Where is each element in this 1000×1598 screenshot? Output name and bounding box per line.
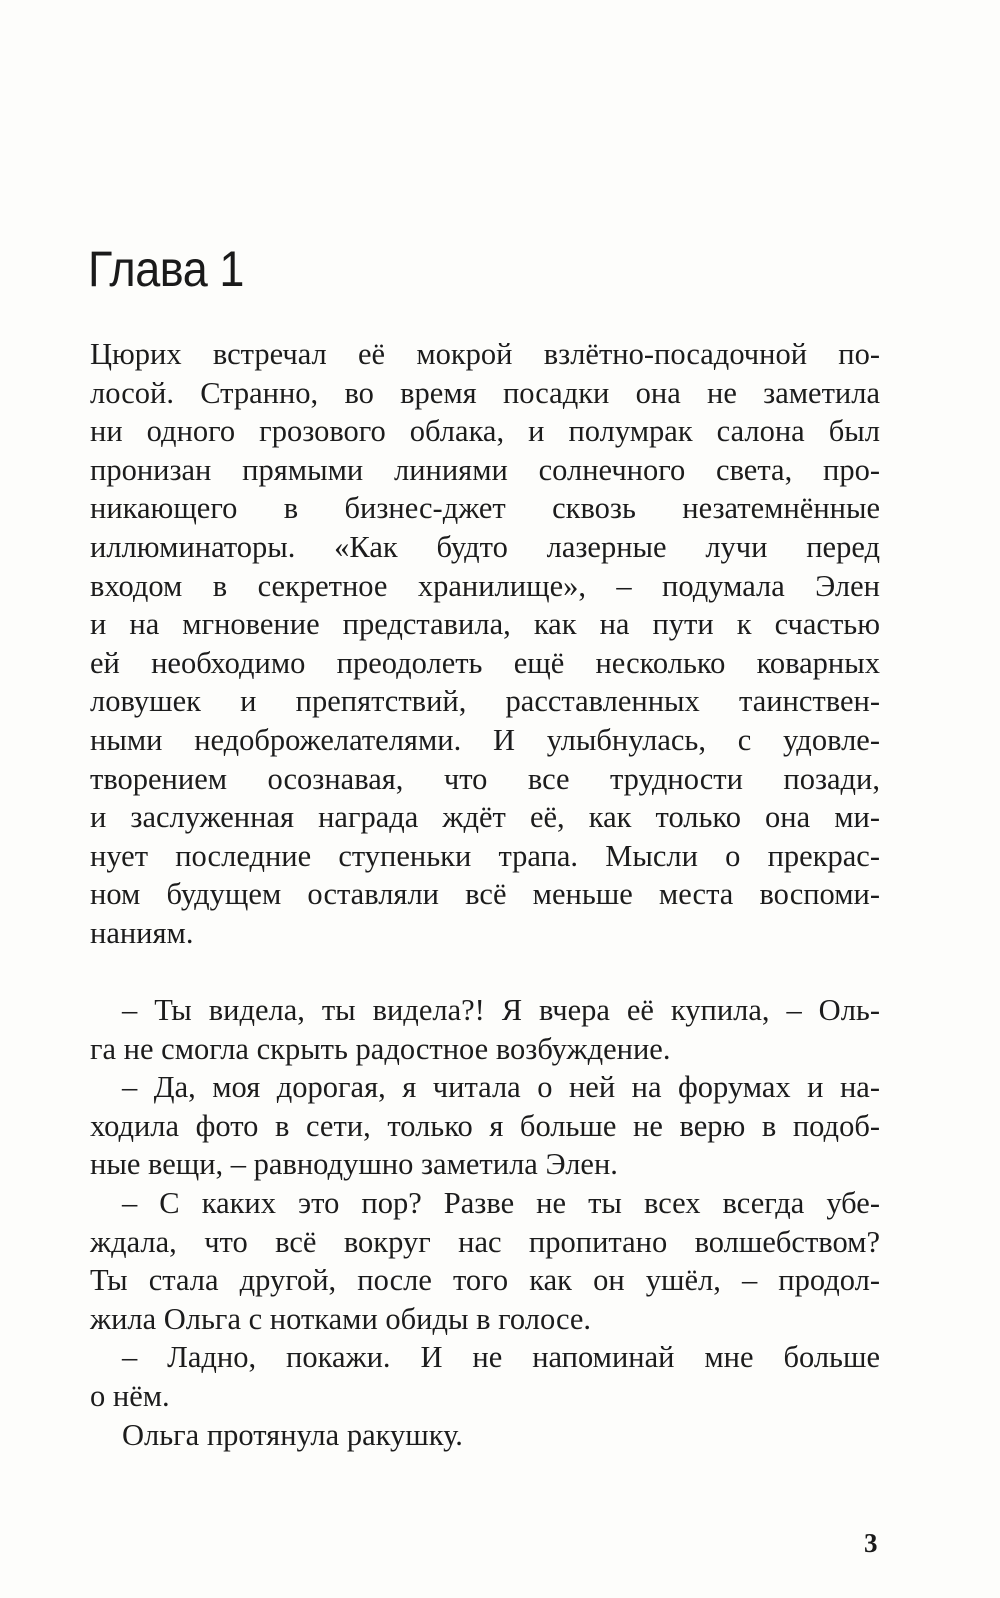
paragraph	[90, 991, 880, 1068]
text-line: га не смогла скрыть радостное возбуждение.	[90, 1031, 671, 1066]
paragraph	[90, 1184, 880, 1338]
text-line: Ты стала другой, после того как он ушёл, – продол-	[90, 1263, 880, 1298]
text-line: нует последние ступеньки трапа. Мысли о прекрас-	[90, 838, 880, 873]
body-text	[90, 335, 880, 1454]
text-line: ные вещи, – равнодушно заметила Элен.	[90, 1147, 618, 1182]
text-line: – Ты видела, ты видела?! Я вчера её купила, – Оль-	[122, 993, 880, 1028]
text-line: жила Ольга с нотками обиды в голосе.	[90, 1301, 592, 1336]
text-line: наниям.	[90, 915, 194, 950]
text-line: и заслуженная награда ждёт её, как только она ми-	[90, 800, 880, 835]
text-line: лосой. Странно, во время посадки она не заметила	[90, 375, 880, 410]
text-line: ловушек и препятствий, расставленных таинствен-	[90, 684, 880, 719]
page-number: 3	[864, 1528, 878, 1558]
paragraph	[90, 1068, 880, 1184]
text-line: входом в секретное хранилище», – подумала Элен	[90, 568, 880, 603]
text-line: о нём.	[90, 1379, 170, 1414]
text-line: ей необходимо преодолеть ещё несколько коварных	[90, 645, 880, 680]
text-line: никающего в бизнес-джет сквозь незатемнённые	[90, 491, 880, 526]
text-line: – Ладно, покажи. И не напоминай мне больше	[122, 1340, 880, 1375]
chapter-title: Глава 1	[88, 241, 244, 297]
text-line: ходила фото в сети, только я больше не верю в подоб-	[90, 1108, 880, 1143]
text-line: и на мгновение представила, как на пути к счастью	[90, 607, 880, 642]
text-line: ными недоброжелателями. И улыбнулась, с удовле-	[90, 722, 880, 757]
text-line: Ольга протянула ракушку.	[122, 1417, 463, 1452]
text-line: творением осознавая, что все трудности позади,	[90, 761, 880, 796]
text-line: – С каких это пор? Разве не ты всех всегда убе-	[122, 1186, 880, 1221]
text-line: – Да, моя дорогая, я читала о ней на форумах и на-	[122, 1070, 880, 1105]
paragraph-gap	[90, 953, 880, 992]
text-line: пронизан прямыми линиями солнечного света, про-	[90, 452, 880, 487]
text-line: ни одного грозового облака, и полумрак салона был	[90, 414, 880, 449]
text-line: ном будущем оставляли всё меньше места воспоми-	[90, 877, 880, 912]
paragraph	[90, 335, 880, 953]
paragraph	[90, 1338, 880, 1415]
text-line: ждала, что всё вокруг нас пропитано волшебством?	[90, 1224, 880, 1259]
text-line: Цюрих встречал её мокрой взлётно-посадочной по-	[90, 337, 880, 371]
paragraph	[90, 1416, 880, 1455]
text-line: иллюминаторы. «Как будто лазерные лучи перед	[90, 529, 880, 564]
